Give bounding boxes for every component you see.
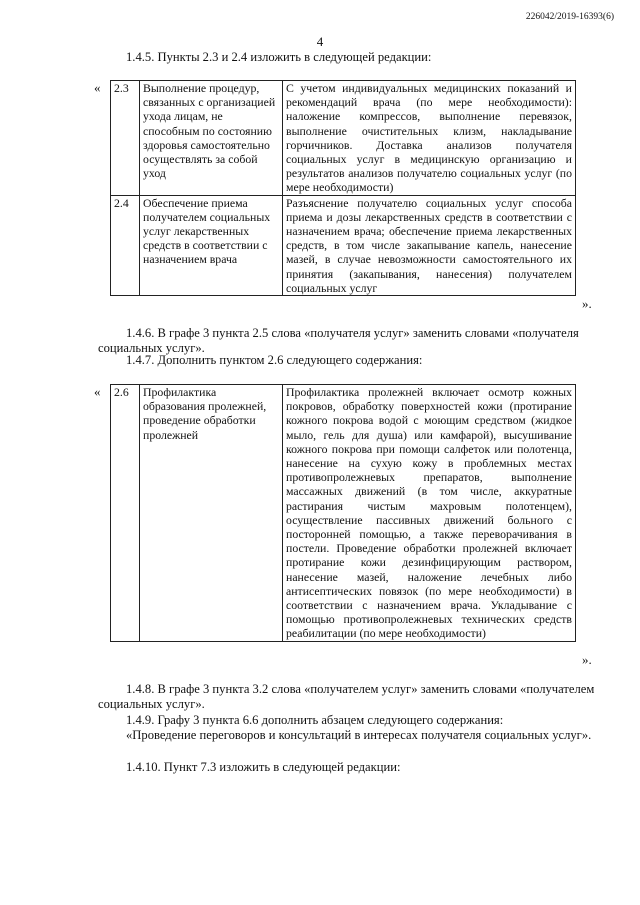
page-number: 4 [316,34,324,49]
service-description: С учетом индивидуальных медицинских показаний и рекомендаций врача (по мере необходимости): наложение компрессов, выполнение перевязок, выполнение очистительных клизм, накладывание горчичников. Доставка анализов получателя социальных услуг в медицинскую организацию и результатов анализов получателю социальных услуг (по мере необходимости) [283,81,576,196]
document-number: 226042/2019-16393(6) [525,12,614,22]
paragraph-1-4-6: 1.4.6. В графе 3 пункта 2.5 слова «получателя услуг» заменить словами «получателя социальных услуг». [98,326,579,355]
table-items-2-3-2-4 [110,80,576,296]
service-name: Обеспечение приема получателем социальных услуг лекарственных средств в соответствии с назначением врача [140,195,283,295]
paragraph-1-4-10: 1.4.10. Пункт 7.3 изложить в следующей редакции: [126,760,401,774]
paragraph-1-4-7: 1.4.7. Дополнить пунктом 2.6 следующего содержания: [126,353,423,367]
paragraph-1-4-8: 1.4.8. В графе 3 пункта 3.2 слова «получателем услуг» заменить словами «получателем социальных услуг». [98,682,595,711]
service-name: Профилактика образования пролежней, проведение обработки пролежней [140,385,283,642]
table1-close-quote: ». [582,296,592,311]
paragraph-1-4-9: 1.4.9. Графу 3 пункта 6.6 дополнить абзацем следующего содержания: [126,713,504,727]
item-number: 2.3 [111,81,140,196]
table-item-2-6 [110,384,576,642]
service-name: Выполнение процедур, связанных с организацией ухода лицам, не способным по состоянию здоровья самостоятельно осуществлять за собой уход [140,81,283,196]
paragraph-1-4-9-quote: «Проведение переговоров и консультаций в интересах получателя социальных услуг». [126,728,592,742]
service-description: Разъяснение получателю социальных услуг способа приема и дозы лекарственных средств в соответствии с назначением врача; обеспечение приема лекарственных средств, в том числе закапывание капель, нанесение мазей, в случае невозможности самостоятельного их принятия (закапывания, нанесения) получателем социальных услуг [283,195,576,295]
table-row-2-3 [111,81,576,196]
item-number: 2.6 [111,385,140,642]
table2-close-quote: ». [582,652,592,667]
table1-open-quote: « [94,80,101,95]
table-row-2-4 [111,195,576,295]
paragraph-1-4-5: 1.4.5. Пункты 2.3 и 2.4 изложить в следующей редакции: [126,50,432,64]
item-number: 2.4 [111,195,140,295]
table2-open-quote: « [94,384,101,399]
table-row-2-6 [111,385,576,642]
service-description: Профилактика пролежней включает осмотр кожных покровов, обработку поверхностей кожи (протирание кожного покрова водой с моющим средством (жидкое мыло, гель для душа) или камфарой), высушивание кожного покрова при помощи салфеток или полотенца, нанесение на сухую кожу в проблемных местах противопролежневых препаратов, выполнение массажных движений (в том числе, аккуратные растирания чистым махровым полотенцем), осуществление пассивных движений больного с посторонней помощью, а также переворачивания в постели. Проведение обработки пролежней включает протирание кожи дезинфицирующим раствором, нанесение мазей, наложение лечебных либо антисептических повязок (по мере необходимости) в соответствии с назначением врача. Укладывание с помощью противопролежневых технических средств реабилитации (по мере необходимости) [283,385,576,642]
